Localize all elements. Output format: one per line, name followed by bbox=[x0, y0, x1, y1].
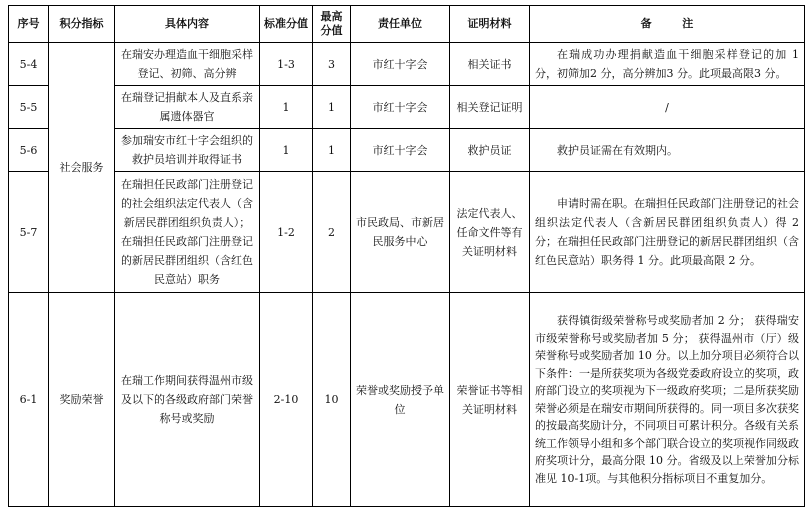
row-content: 在瑞工作期间获得温州市级及以下的各级政府部门荣誉称号或奖励 bbox=[115, 293, 260, 507]
group-social-service: 社会服务 bbox=[49, 43, 115, 293]
table-row bbox=[9, 86, 805, 129]
row-remarks: 在瑞成功办理捐献造血干细胞采样登记的加 1 分，初筛加2 分，高分辨加3 分。此项最高限3 分。 bbox=[530, 43, 805, 86]
integral-scoring-table bbox=[8, 5, 805, 507]
row-content: 参加瑞安市红十字会组织的救护员培训并取得证书 bbox=[115, 129, 260, 172]
table-row bbox=[9, 172, 805, 293]
row-standard-score: 1-3 bbox=[260, 43, 313, 86]
row-proof: 相关登记证明 bbox=[450, 86, 530, 129]
row-unit: 市红十字会 bbox=[351, 86, 450, 129]
row-unit: 市民政局、市新居民服务中心 bbox=[351, 172, 450, 293]
header-row bbox=[9, 6, 805, 43]
group-honors: 奖励荣誉 bbox=[49, 293, 115, 507]
row-unit: 荣誉或奖励授予单位 bbox=[351, 293, 450, 507]
row-standard-score: 1-2 bbox=[260, 172, 313, 293]
table-row bbox=[9, 43, 805, 86]
row-standard-score: 2-10 bbox=[260, 293, 313, 507]
row-content: 在瑞安办理造血干细胞采样登记、初筛、高分辨 bbox=[115, 43, 260, 86]
row-remarks: 救护员证需在有效期内。 bbox=[530, 129, 805, 172]
row-standard-score: 1 bbox=[260, 86, 313, 129]
row-max-score: 2 bbox=[313, 172, 351, 293]
row-proof: 相关证书 bbox=[450, 43, 530, 86]
header-proof: 证明材料 bbox=[450, 6, 530, 43]
row-proof: 法定代表人、任命文件等有关证明材料 bbox=[450, 172, 530, 293]
header-max-score: 最高分值 bbox=[313, 6, 351, 43]
row-max-score: 10 bbox=[313, 293, 351, 507]
row-proof: 救护员证 bbox=[450, 129, 530, 172]
row-unit: 市红十字会 bbox=[351, 129, 450, 172]
header-content: 具体内容 bbox=[115, 6, 260, 43]
row-max-score: 1 bbox=[313, 129, 351, 172]
row-seq: 5-6 bbox=[9, 129, 49, 172]
row-remarks: 获得镇街级荣誉称号或奖励者加 2 分； 获得瑞安市级荣誉称号或奖励者加 5 分； 获得温州市（厅）级荣誉称号或奖励者加 10 分。以上加分项目必须符合以下条件：一是所获奖项为各级党委政府设立的奖项，政府部门设立的奖项视为下一级政府奖项；二是所获奖励荣誉必须是在瑞安市期间所获得的。同一项目多次获奖的按最高奖励计分，不同项目可累计积分。各级有关系统工作领导小组和多个部门联合设立的奖项视作同级政府奖项计分，最高分限 10 分。省级及以上荣誉加分标准见 10-1项。与其他积分指标项目不重复加分。 bbox=[530, 293, 805, 507]
row-content: 在瑞登记捐献本人及直系亲属遗体器官 bbox=[115, 86, 260, 129]
header-remarks: 备 注 bbox=[530, 6, 805, 43]
table-row bbox=[9, 129, 805, 172]
row-content: 在瑞担任民政部门注册登记的社会组织法定代表人（含新居民群团组织负责人）；在瑞担任民政部门注册登记的新居民群团组织（含红色民意站）职务 bbox=[115, 172, 260, 293]
row-seq: 6-1 bbox=[9, 293, 49, 507]
row-remarks: 申请时需在职。在瑞担任民政部门注册登记的社会组织法定代表人（含新居民群团组织负责人）得 2 分；在瑞担任民政部门注册登记的新居民群团组织（含红色民意站）职务得 1 分。此项最高限 2 分。 bbox=[530, 172, 805, 293]
row-seq: 5-5 bbox=[9, 86, 49, 129]
row-seq: 5-7 bbox=[9, 172, 49, 293]
header-unit: 责任单位 bbox=[351, 6, 450, 43]
row-proof: 荣誉证书等相关证明材料 bbox=[450, 293, 530, 507]
table-row bbox=[9, 293, 805, 507]
row-standard-score: 1 bbox=[260, 129, 313, 172]
row-unit: 市红十字会 bbox=[351, 43, 450, 86]
row-remarks: / bbox=[530, 86, 805, 129]
header-indicator: 积分指标 bbox=[49, 6, 115, 43]
header-seq: 序号 bbox=[9, 6, 49, 43]
row-max-score: 1 bbox=[313, 86, 351, 129]
row-seq: 5-4 bbox=[9, 43, 49, 86]
row-max-score: 3 bbox=[313, 43, 351, 86]
header-standard-score: 标准分值 bbox=[260, 6, 313, 43]
